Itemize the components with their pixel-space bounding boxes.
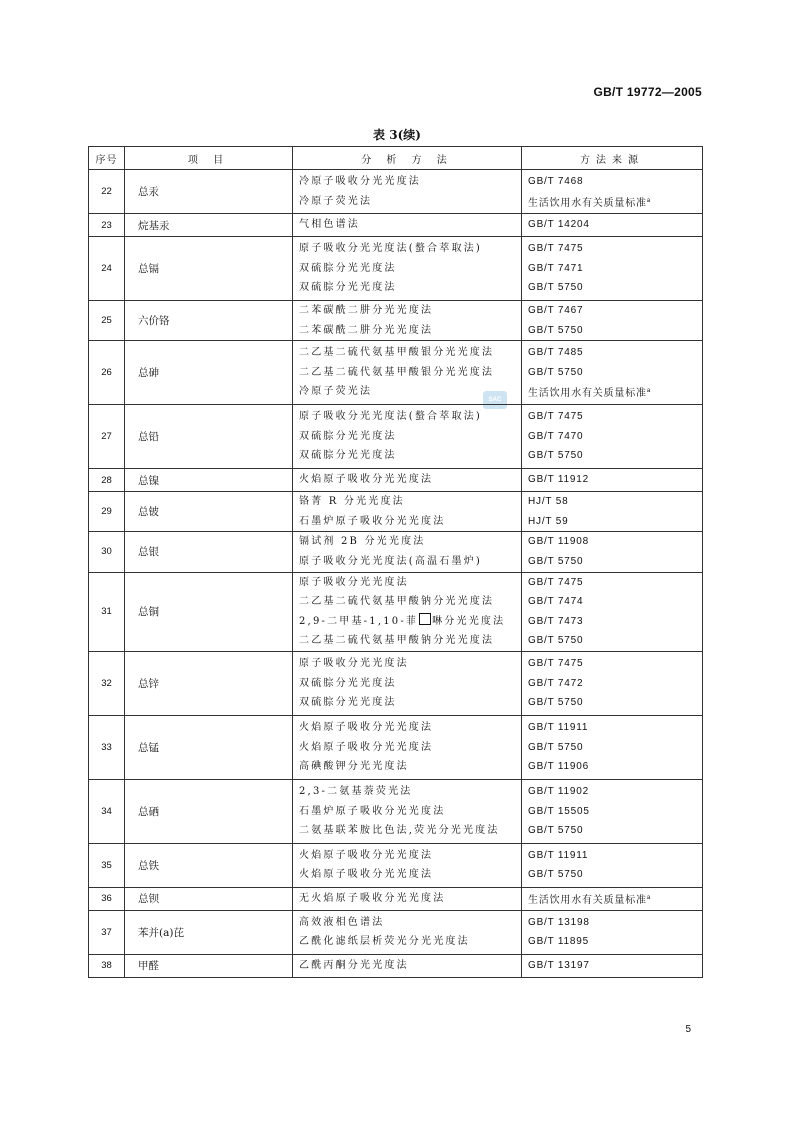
method-line: 二苯碳酰二肼分光光度法	[299, 305, 434, 316]
source-cell	[522, 887, 703, 910]
row-number: 25	[89, 301, 125, 341]
row-number: 36	[89, 887, 125, 910]
method-line: 二乙基二硫代氨基甲酸银分光光度法	[299, 347, 495, 359]
source-line	[528, 239, 702, 259]
source-text: GB/T 5750	[528, 869, 584, 881]
method-line: 石墨炉原子吸收分光光度法	[299, 805, 446, 817]
item-name: 总银	[125, 532, 293, 572]
source-line	[528, 612, 702, 632]
method-cell	[293, 651, 522, 715]
source-line	[528, 738, 702, 758]
method-line: 2,3-二氨基萘荧光法	[299, 786, 413, 798]
missing-glyph-box	[419, 613, 431, 625]
source-cell	[522, 954, 703, 977]
source-cell	[522, 532, 703, 572]
source-text: GB/T 11895	[528, 936, 589, 948]
item-name: 总锌	[125, 651, 293, 715]
row-number: 24	[89, 237, 125, 301]
source-text: GB/T 5750	[528, 324, 584, 336]
item-name: 总镍	[125, 469, 293, 492]
footnote-mark: a	[646, 197, 651, 204]
method-line: 双硫腙分光光度法	[299, 450, 397, 462]
method-line: 二乙基二硫代氨基甲酸钠分光光度法	[299, 596, 495, 608]
row-number: 23	[89, 214, 125, 237]
item-name: 总铜	[125, 572, 293, 651]
table-row	[89, 237, 703, 301]
source-line	[528, 693, 702, 713]
source-text: GB/T 5750	[528, 450, 584, 462]
row-number: 26	[89, 341, 125, 405]
method-line: 双硫腙分光光度法	[299, 677, 397, 689]
source-line	[528, 889, 702, 909]
table-row	[89, 469, 703, 492]
page-number: 5	[685, 1024, 691, 1035]
row-number: 33	[89, 715, 125, 779]
table-row	[89, 715, 703, 779]
source-line	[528, 321, 702, 341]
row-number: 35	[89, 843, 125, 887]
source-text: GB/T 11911	[528, 722, 589, 734]
source-line	[528, 573, 702, 593]
method-line: 二氨基联苯胺比色法,荧光分光光度法	[299, 825, 500, 837]
method-cell	[293, 779, 522, 843]
method-line: 冷原子吸收分光光度法	[299, 175, 421, 187]
method-cell	[293, 887, 522, 910]
source-line	[528, 802, 702, 822]
method-line: 双硫腙分光光度法	[299, 697, 397, 709]
source-text: GB/T 5750	[528, 741, 584, 753]
source-text: GB/T 7468	[528, 175, 584, 187]
source-text: 生活饮用水有关质量标准	[528, 895, 647, 907]
source-line	[528, 592, 702, 612]
source-text: 生活饮用水有关质量标准	[528, 388, 647, 400]
source-text: GB/T 5750	[528, 697, 584, 709]
source-text: GB/T 7475	[528, 658, 584, 670]
source-cell	[522, 301, 703, 341]
source-text: GB/T 5750	[528, 282, 584, 294]
method-cell	[293, 532, 522, 572]
source-line	[528, 470, 702, 490]
source-text: GB/T 5750	[528, 825, 584, 837]
row-number: 37	[89, 910, 125, 954]
method-cell	[293, 405, 522, 469]
source-line	[528, 552, 702, 572]
method-line: 原子吸收分光光度法(螯合萃取法)	[299, 411, 483, 423]
source-text: 生活饮用水有关质量标准	[528, 197, 647, 209]
method-line: 高效液相色谱法	[299, 916, 385, 928]
source-line	[528, 512, 702, 532]
method-line: 火焰原子吸收分光光度法	[299, 722, 434, 734]
col-header-no: 序号	[89, 147, 125, 170]
source-cell	[522, 843, 703, 887]
method-line: 二苯碳酰二肼分光光度法	[299, 324, 434, 336]
table-row	[89, 843, 703, 887]
method-line: 原子吸收分光光度法	[299, 576, 409, 588]
table-body	[89, 170, 703, 978]
method-cell	[293, 572, 522, 651]
source-line	[528, 631, 702, 651]
item-name: 总铅	[125, 405, 293, 469]
source-text: GB/T 11902	[528, 786, 589, 798]
row-number: 30	[89, 532, 125, 572]
source-text: GB/T 11906	[528, 761, 589, 773]
table-row	[89, 910, 703, 954]
footnote-mark: a	[646, 895, 651, 902]
source-line	[528, 913, 702, 933]
method-line: 火焰原子吸收分光光度法	[299, 741, 434, 753]
methods-table	[88, 146, 703, 978]
table-row	[89, 887, 703, 910]
footnote-mark: a	[646, 388, 651, 395]
source-cell	[522, 492, 703, 532]
source-text: GB/T 11911	[528, 849, 589, 861]
source-line	[528, 259, 702, 279]
table-row	[89, 214, 703, 237]
source-line	[528, 172, 702, 192]
source-line	[528, 846, 702, 866]
method-cell	[293, 843, 522, 887]
source-text: GB/T 11912	[528, 474, 589, 486]
method-line: 原子吸收分光光度法	[299, 658, 409, 670]
table-caption: 表 3(续)	[373, 128, 421, 142]
method-cell	[293, 237, 522, 301]
watermark-stamp: SAC	[483, 391, 507, 409]
method-cell	[293, 492, 522, 532]
source-line	[528, 532, 702, 552]
method-line: 镉试剂 2B 分光光度法	[299, 536, 426, 548]
table-row	[89, 301, 703, 341]
source-line	[528, 718, 702, 738]
item-name: 总锰	[125, 715, 293, 779]
source-cell	[522, 910, 703, 954]
method-line: 冷原子荧光法	[299, 195, 373, 207]
item-name: 甲醛	[125, 954, 293, 977]
source-cell	[522, 779, 703, 843]
row-number: 32	[89, 651, 125, 715]
source-line	[528, 757, 702, 777]
table-row	[89, 170, 703, 214]
table-row	[89, 341, 703, 405]
source-cell	[522, 572, 703, 651]
source-text: GB/T 5750	[528, 555, 584, 567]
method-cell	[293, 910, 522, 954]
source-text: GB/T 7471	[528, 262, 584, 274]
source-text: GB/T 11908	[528, 536, 589, 548]
source-line	[528, 407, 702, 427]
table-row	[89, 492, 703, 532]
source-line	[528, 382, 702, 402]
row-number: 28	[89, 469, 125, 492]
method-cell	[293, 341, 522, 405]
method-text-continued: 啉分光光度法	[432, 615, 506, 627]
source-cell	[522, 715, 703, 779]
source-line	[528, 865, 702, 885]
table-row	[89, 405, 703, 469]
method-line: 气相色谱法	[299, 219, 360, 231]
method-line: 二乙基二硫代氨基甲酸钠分光光度法	[299, 635, 495, 647]
method-line: 双硫腙分光光度法	[299, 430, 397, 442]
source-text: GB/T 7475	[528, 576, 584, 588]
source-text: GB/T 7474	[528, 596, 584, 608]
col-header-method: 分 析 方 法	[293, 147, 522, 170]
item-name: 烷基汞	[125, 214, 293, 237]
method-cell	[293, 954, 522, 977]
method-line: 乙酰丙酮分光光度法	[299, 960, 409, 972]
source-text: GB/T 5750	[528, 635, 584, 647]
source-line	[528, 215, 702, 235]
method-line: 二乙基二硫代氨基甲酸银分光光度法	[299, 366, 495, 378]
source-line	[528, 782, 702, 802]
source-text: HJ/T 58	[528, 496, 569, 508]
method-line: 石墨炉原子吸收分光光度法	[299, 515, 446, 527]
table-row	[89, 954, 703, 977]
item-name: 总铁	[125, 843, 293, 887]
source-text: HJ/T 59	[528, 515, 569, 527]
source-text: GB/T 5750	[528, 366, 584, 378]
source-text: GB/T 13197	[528, 960, 590, 972]
source-text: GB/T 7475	[528, 243, 584, 255]
item-name: 总砷	[125, 341, 293, 405]
source-line	[528, 492, 702, 512]
item-name: 总汞	[125, 170, 293, 214]
source-line	[528, 192, 702, 212]
method-line: 原子吸收分光光度法(螯合萃取法)	[299, 243, 483, 255]
method-line: 双硫腙分光光度法	[299, 282, 397, 294]
table-header-row	[89, 147, 703, 170]
source-line	[528, 301, 702, 321]
method-line: 高碘酸钾分光光度法	[299, 761, 409, 773]
method-line: 冷原子荧光法	[299, 386, 373, 398]
method-line: 乙酰化滤纸层析荧光分光光度法	[299, 936, 470, 948]
method-cell	[293, 170, 522, 214]
method-line: 火焰原子吸收分光光度法	[299, 474, 434, 486]
item-name: 苯并(a)芘	[125, 910, 293, 954]
source-cell	[522, 237, 703, 301]
item-name: 六价铬	[125, 301, 293, 341]
method-text: 2,9-二甲基-1,10-菲	[299, 615, 419, 627]
item-name: 总铍	[125, 492, 293, 532]
source-line	[528, 278, 702, 298]
source-text: GB/T 14204	[528, 219, 590, 231]
source-line	[528, 343, 702, 363]
method-line: 火焰原子吸收分光光度法	[299, 869, 434, 881]
row-number: 31	[89, 572, 125, 651]
col-header-source: 方法来源	[522, 147, 703, 170]
row-number: 29	[89, 492, 125, 532]
item-name: 总镉	[125, 237, 293, 301]
row-number: 38	[89, 954, 125, 977]
row-number: 27	[89, 405, 125, 469]
method-line: 原子吸收分光光度法(高温石墨炉)	[299, 555, 483, 567]
source-cell	[522, 405, 703, 469]
col-header-item: 项 目	[125, 147, 293, 170]
source-text: GB/T 15505	[528, 805, 590, 817]
row-number: 22	[89, 170, 125, 214]
method-cell	[293, 469, 522, 492]
table-row	[89, 532, 703, 572]
source-text: GB/T 13198	[528, 916, 590, 928]
method-cell	[293, 214, 522, 237]
source-line	[528, 932, 702, 952]
source-line	[528, 363, 702, 383]
source-text: GB/T 7472	[528, 677, 584, 689]
source-cell	[522, 469, 703, 492]
item-name: 总钡	[125, 887, 293, 910]
source-line	[528, 654, 702, 674]
source-cell	[522, 170, 703, 214]
source-text: GB/T 7473	[528, 615, 584, 627]
method-line: 铬菁 R 分光光度法	[299, 496, 405, 508]
source-line	[528, 427, 702, 447]
row-number: 34	[89, 779, 125, 843]
method-line	[299, 612, 521, 632]
source-cell	[522, 214, 703, 237]
standard-number: GB/T 19772—2005	[593, 85, 702, 99]
table-row	[89, 651, 703, 715]
source-text: GB/T 7475	[528, 411, 584, 423]
method-line: 火焰原子吸收分光光度法	[299, 849, 434, 861]
source-cell	[522, 651, 703, 715]
source-line	[528, 956, 702, 976]
source-text: GB/T 7485	[528, 347, 584, 359]
table-row	[89, 779, 703, 843]
method-line: 双硫腙分光光度法	[299, 262, 397, 274]
source-line	[528, 446, 702, 466]
source-line	[528, 674, 702, 694]
source-line	[528, 821, 702, 841]
method-line: 无火焰原子吸收分光光度法	[299, 893, 446, 905]
source-text: GB/T 7470	[528, 430, 584, 442]
source-cell	[522, 341, 703, 405]
method-cell	[293, 715, 522, 779]
item-name: 总硒	[125, 779, 293, 843]
source-text: GB/T 7467	[528, 305, 584, 316]
table-row	[89, 572, 703, 651]
method-cell	[293, 301, 522, 341]
